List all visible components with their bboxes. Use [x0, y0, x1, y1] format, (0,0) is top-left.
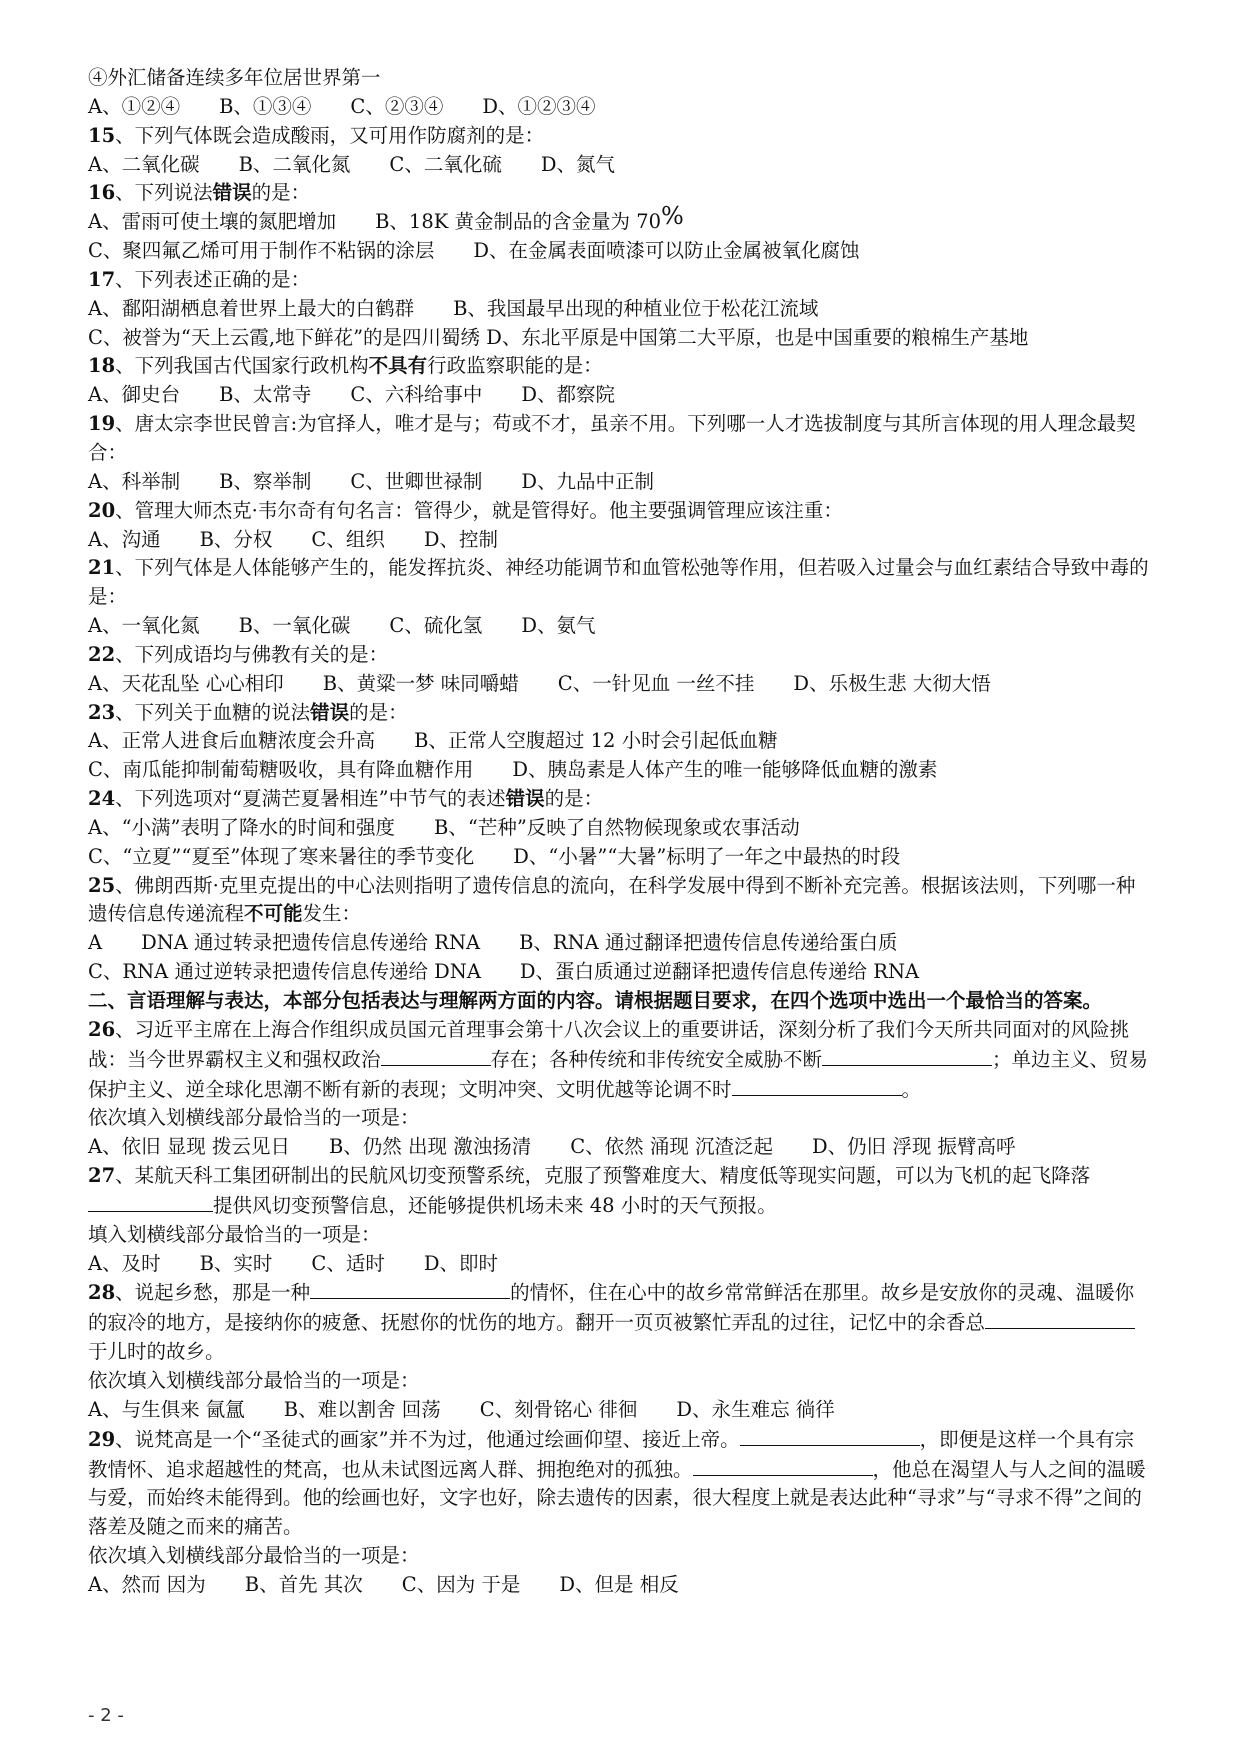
answer-blank [310, 1278, 510, 1299]
options-24-ab: A、“小满”表明了降水的时间和强度 B、“芒种”反映了自然物候现象或农事活动 [88, 815, 800, 839]
options-17-ab: A、鄱阳湖栖息着世界上最大的白鹤群 B、我国最早出现的种植业位于松花江流域 [88, 296, 819, 320]
prompt-26: 依次填入划横线部分最恰当的一项是： [88, 1106, 420, 1130]
options-24-cd: C、“立夏”“夏至”体现了寒来暑往的季节变化 D、“小暑”“大暑”标明了一年之中最热的时段 [88, 844, 901, 868]
question-29: 29、说梵高是一个“圣徒式的画家”并不为过，他通过绘画仰望、接近上帝。 ，即便是这样一个具有宗教情怀、追求超越性的梵高，也从未试图远离人群、拥抱绝对的孤独。 ，他总在渴望人与人之间的温暖与爱，而始终未能得到。他的绘画也好，文字也好，除去遗传的因素，很大程度上就是表达此种“寻求”与“寻求不得”之间的落差及随之而来的痛苦。 [88, 1425, 1150, 1542]
question-number: 20 [88, 498, 116, 522]
question-number: 29 [88, 1427, 116, 1451]
question-20: 20、管理大师杰克·韦尔奇有句名言：管得少，就是管得好。他主要强调管理应该注重： [88, 498, 843, 522]
text-line: ④外汇储备连续多年位居世界第一 [88, 66, 381, 89]
options-23-cd: C、南瓜能抑制葡萄糖吸收，具有降血糖作用 D、胰岛素是人体产生的唯一能够降低血糖的激素 [88, 758, 938, 782]
options-25-ab: A DNA 通过转录把遗传信息传递给 RNA B、RNA 通过翻译把遗传信息传递给蛋白质 [88, 931, 898, 955]
question-number: 19 [88, 412, 116, 436]
answer-blank [88, 1191, 213, 1212]
question-25: 25、佛朗西斯·克里克提出的中心法则指明了遗传信息的流向，在科学发展中得到不断补充完善。根据该法则，下列哪一种遗传信息传递流程不可能发生： [88, 873, 1136, 926]
options-23-ab: A、正常人进食后血糖浓度会升高 B、正常人空腹超过 12 小时会引起低血糖 [88, 729, 778, 753]
prompt-28: 依次填入划横线部分最恰当的一项是： [88, 1368, 420, 1392]
options-21: A、一氧化氮 B、一氧化碳 C、硫化氢 D、氨气 [88, 614, 596, 638]
options-15: A、二氧化碳 B、二氧化氮 C、二氧化硫 D、氮气 [88, 152, 615, 176]
page-number: - 2 - [88, 1705, 124, 1726]
question-22: 22、下列成语均与佛教有关的是： [88, 642, 389, 666]
options-19: A、科举制 B、察举制 C、世卿世禄制 D、九品中正制 [88, 469, 654, 493]
answer-blank [693, 1455, 873, 1476]
prompt-29: 依次填入划横线部分最恰当的一项是： [88, 1544, 420, 1568]
question-number: 18 [88, 354, 116, 378]
options-22: A、天花乱坠 心心相印 B、黄粱一梦 味同嚼蜡 C、一针见血 一丝不挂 D、乐极生悲 大彻大悟 [88, 671, 991, 695]
question-number: 17 [88, 267, 116, 291]
options-29: A、然而 因为 B、首先 其次 C、因为 于是 D、但是 相反 [88, 1572, 679, 1596]
options-25-cd: C、RNA 通过逆转录把遗传信息传递给 DNA D、蛋白质通过逆翻译把遗传信息传递给 RNA [88, 960, 920, 984]
options-line: A、①②④ B、①③④ C、②③④ D、①②③④ [88, 94, 596, 118]
answer-blank [740, 1425, 920, 1446]
answer-blank [732, 1075, 902, 1096]
answer-blank [822, 1045, 992, 1066]
options-26: A、依旧 显现 拨云见日 B、仍然 出现 激浊扬清 C、依然 涌现 沉渣泛起 D、仍旧 浮现 振臂高呼 [88, 1135, 1016, 1159]
question-27: 27、某航天科工集团研制出的民航风切变预警系统，克服了预警难度大、精度低等现实问题，可以为飞机的起飞降落提供风切变预警信息，还能够提供机场未来 48 小时的天气预报。 [88, 1164, 1091, 1217]
question-number: 21 [88, 556, 116, 580]
question-number: 23 [88, 700, 116, 724]
options-27: A、及时 B、实时 C、适时 D、即时 [88, 1251, 498, 1275]
options-18: A、御史台 B、太常寺 C、六科给事中 D、都察院 [88, 383, 615, 407]
section-heading: 二、言语理解与表达，本部分包括表达与理解两方面的内容。请根据题目要求，在四个选项中选出一个最恰当的答案。 [88, 989, 1103, 1012]
question-19: 19、唐太宗李世民曾言:为官择人，唯才是与；苟或不才，虽亲不用。下列哪一人才选拔制度与其所言体现的用人理念最契合： [88, 412, 1136, 464]
question-number: 27 [88, 1164, 116, 1188]
question-number: 24 [88, 787, 116, 811]
question-number: 28 [88, 1281, 116, 1305]
options-16-ab: A、雷雨可使土壤的氮肥增加 B、18K 黄金制品的含金量为 70% [88, 202, 684, 234]
question-number: 25 [88, 873, 116, 897]
exam-page [88, 64, 1150, 1600]
question-17: 17、下列表述正确的是： [88, 267, 311, 291]
question-24: 24、下列选项对“夏满芒夏暑相连”中节气的表述错误的是： [88, 787, 604, 811]
question-28: 28、说起乡愁，那是一种 的情怀，住在心中的故乡常常鲜活在那里。故乡是安放你的灵魂、温暖你的寂冷的地方，是接纳你的疲惫、抚慰你的忧伤的地方。翻开一页页被繁忙弄乱的过往，记忆中的余香总于儿时的故乡。 [88, 1278, 1150, 1367]
answer-blank [985, 1308, 1135, 1329]
question-number: 15 [88, 123, 116, 147]
answer-blank [381, 1045, 491, 1066]
question-number: 16 [88, 181, 116, 205]
question-23: 23、下列关于血糖的说法错误的是： [88, 700, 408, 724]
question-15: 15、下列气体既会造成酸雨，又可用作防腐剂的是： [88, 123, 545, 147]
question-number: 22 [88, 642, 116, 666]
options-16-cd: C、聚四氟乙烯可用于制作不粘锅的涂层 D、在金属表面喷漆可以防止金属被氧化腐蚀 [88, 239, 860, 263]
prompt-27: 填入划横线部分最恰当的一项是： [88, 1222, 381, 1246]
question-21: 21、下列气体是人体能够产生的，能发挥抗炎、神经功能调节和血管松弛等作用，但若吸入过量会与血红素结合导致中毒的是： [88, 556, 1149, 609]
question-16: 16、下列说法错误的是： [88, 181, 311, 205]
options-28: A、与生俱来 氤氲 B、难以割舍 回荡 C、刻骨铭心 徘徊 D、永生难忘 徜徉 [88, 1397, 835, 1421]
question-26: 26、习近平主席在上海合作组织成员国元首理事会第十八次会议上的重要讲话，深刻分析了我们今天所共同面对的风险挑战：当今世界霸权主义和强权政治 存在；各种传统和非传统安全威胁不断 ；单边主义、贸易保护主义、逆全球化思潮不断有新的表现；文明冲突、文明优越等论调不时 。 [88, 1017, 1149, 1101]
question-18: 18、下列我国古代国家行政机构不具有行政监察职能的是： [88, 354, 603, 378]
question-number: 26 [88, 1017, 116, 1041]
options-17-cd: C、被誉为“天上云霞,地下鲜花”的是四川蜀绣 D、东北平原是中国第二大平原，也是中国重要的粮棉生产基地 [88, 325, 1029, 349]
options-20: A、沟通 B、分权 C、组织 D、控制 [88, 527, 498, 551]
